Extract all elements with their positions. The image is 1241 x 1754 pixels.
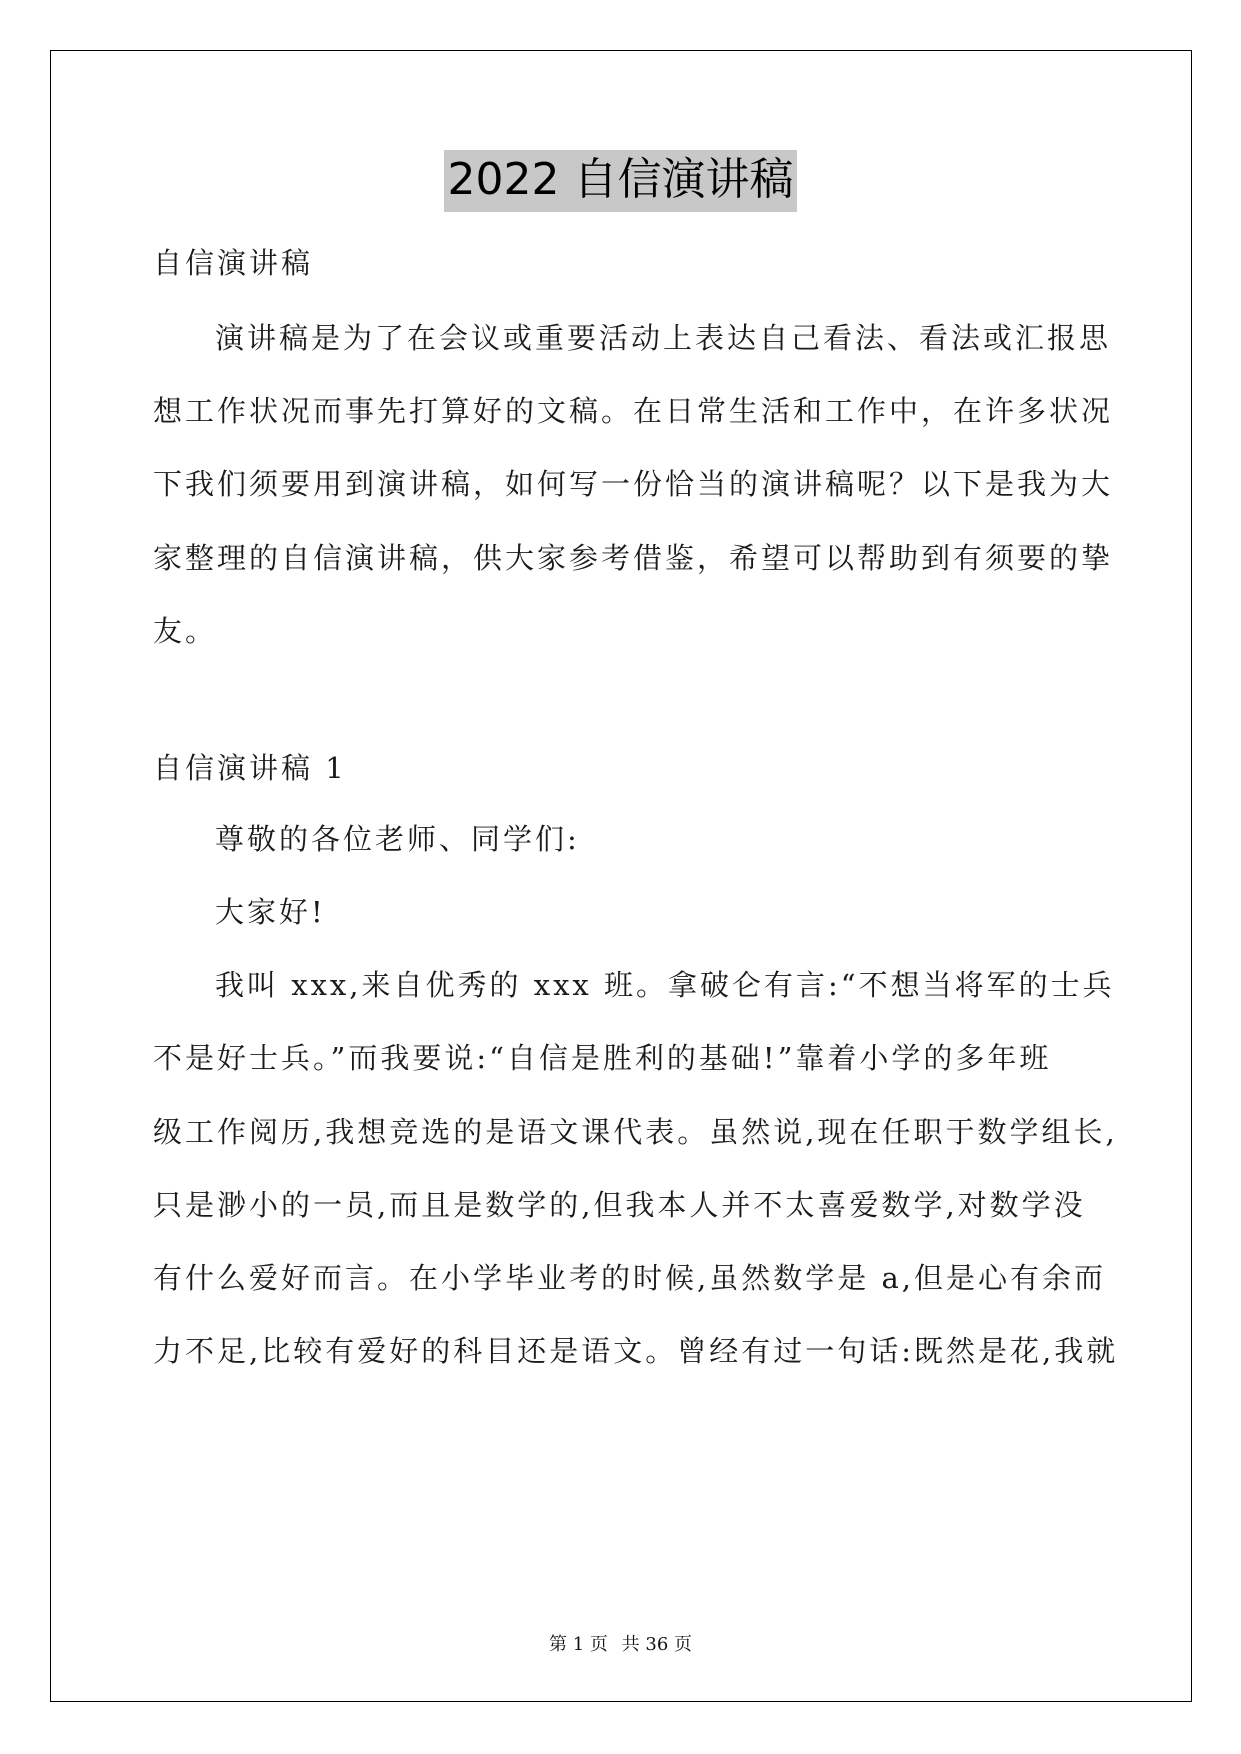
speech-line: 级工作阅历,我想竞选的是语文课代表。虽然说,现在任职于数学组长, xyxy=(153,1115,1118,1149)
intro-line: 演讲稿是为了在会议或重要活动上表达自己看法、看法或汇报思 xyxy=(215,321,1112,355)
intro-line: 想工作状况而事先打算好的文稿。在日常生活和工作中，在许多状况 xyxy=(153,394,1114,428)
greeting: 大家好! xyxy=(215,895,326,929)
page-footer xyxy=(0,1630,1241,1656)
subtitle: 自信演讲稿 xyxy=(153,246,314,280)
document-title: 2022 自信演讲稿 xyxy=(444,150,798,212)
section-heading: 自信演讲稿 1 xyxy=(153,751,347,785)
total-pages: 共 36 页 xyxy=(621,1634,692,1655)
page-border xyxy=(50,50,1192,1702)
intro-line: 家整理的自信演讲稿，供大家参考借鉴，希望可以帮助到有须要的挚 xyxy=(153,541,1114,575)
intro-line: 友。 xyxy=(153,614,218,648)
speech-line: 有什么爱好而言。在小学毕业考的时候,虽然数学是 a,但是心有余而 xyxy=(153,1261,1106,1295)
speech-line: 不是好士兵。”而我要说:“自信是胜利的基础!”靠着小学的多年班 xyxy=(153,1041,1052,1075)
page-number: 第 1 页 xyxy=(549,1634,608,1655)
title-container xyxy=(0,150,1241,212)
speech-line: 只是渺小的一员,而且是数学的,但我本人并不太喜爱数学,对数学没 xyxy=(153,1188,1086,1222)
speech-line: 我叫 xxx,来自优秀的 xxx 班。拿破仑有言:“不想当将军的士兵 xyxy=(215,968,1115,1002)
salutation: 尊敬的各位老师、同学们: xyxy=(215,822,580,856)
intro-line: 下我们须要用到演讲稿，如何写一份恰当的演讲稿呢？以下是我为大 xyxy=(153,467,1114,501)
speech-line: 力不足,比较有爱好的科目还是语文。曾经有过一句话:既然是花,我就 xyxy=(153,1334,1119,1368)
